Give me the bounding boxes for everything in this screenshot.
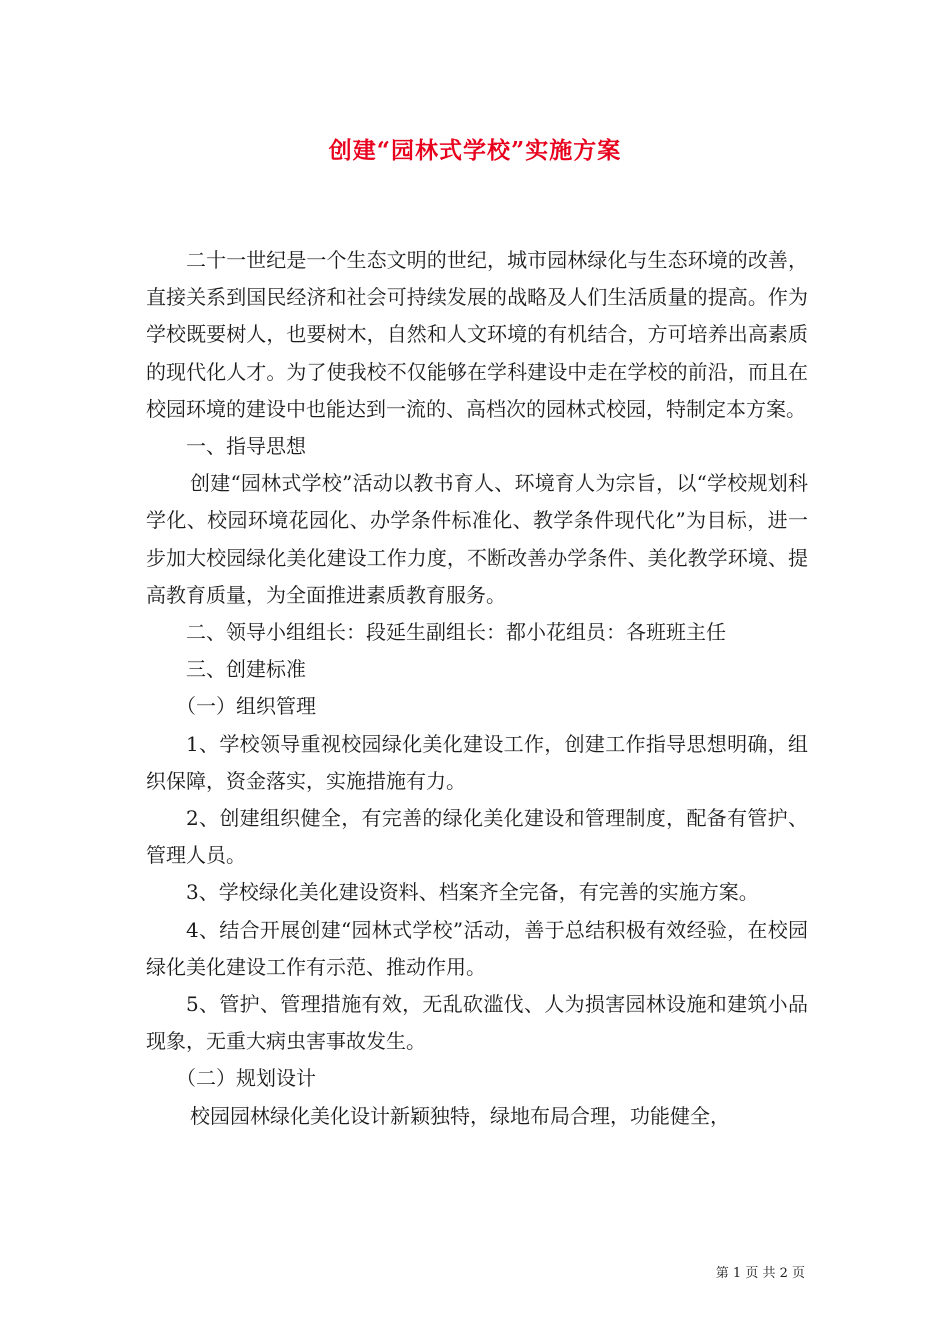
heading-guiding-ideology: 一、指导思想: [186, 434, 306, 459]
list-item: 2、创建组织健全，有完善的绿化美化建设和管理制度，配备有管护、管理人员。: [146, 806, 808, 868]
paragraph-guiding-ideology: 创建“园林式学校”活动以教书育人、环境育人为宗旨，以“学校规划科学化、校园环境花园化、办学条件标准化、教学条件现代化”为目标，进一步加大校园绿化美化建设工作力度，不断改善办学条件、美化教学环境、提高教育质量，为全面推进素质教育服务。: [146, 471, 808, 607]
document-title: 创建“园林式学校”实施方案: [328, 137, 622, 164]
heading-leadership-group: 二、领导小组组长：段延生副组长：都小花组员：各班班主任: [186, 620, 726, 645]
document-body: [146, 242, 808, 1135]
paragraph-planning-design: 校园园林绿化美化设计新颖独特，绿地布局合理，功能健全，: [190, 1103, 730, 1128]
heading-creation-standards: 三、创建标准: [186, 657, 306, 682]
list-item: 3、学校绿化美化建设资料、档案齐全完备，有完善的实施方案。: [186, 880, 759, 905]
list-item: 5、管护、管理措施有效，无乱砍滥伐、人为损害园林设施和建筑小品现象，无重大病虫害事故发生。: [146, 992, 808, 1054]
subheading-organization-management: （一）组织管理: [176, 694, 316, 719]
list-item: 4、结合开展创建“园林式学校”活动，善于总结积极有效经验，在校园绿化美化建设工作有示范、推动作用。: [146, 917, 808, 979]
page-number-footer: 第 1 页 共 2 页: [715, 1266, 805, 1281]
subheading-planning-design: （二）规划设计: [176, 1066, 316, 1091]
list-item: 1、学校领导重视校园绿化美化建设工作，创建工作指导思想明确，组织保障，资金落实，实施措施有力。: [146, 731, 808, 793]
paragraph-intro: 二十一世纪是一个生态文明的世纪，城市园林绿化与生态环境的改善，直接关系到国民经济和社会可持续发展的战略及人们生活质量的提高。作为学校既要树人，也要树木，自然和人文环境的有机结合，方可培养出高素质的现代化人才。为了使我校不仅能够在学科建设中走在学校的前沿，而且在校园环境的建设中也能达到一流的、高档次的园林式校园，特制定本方案。: [146, 248, 808, 421]
